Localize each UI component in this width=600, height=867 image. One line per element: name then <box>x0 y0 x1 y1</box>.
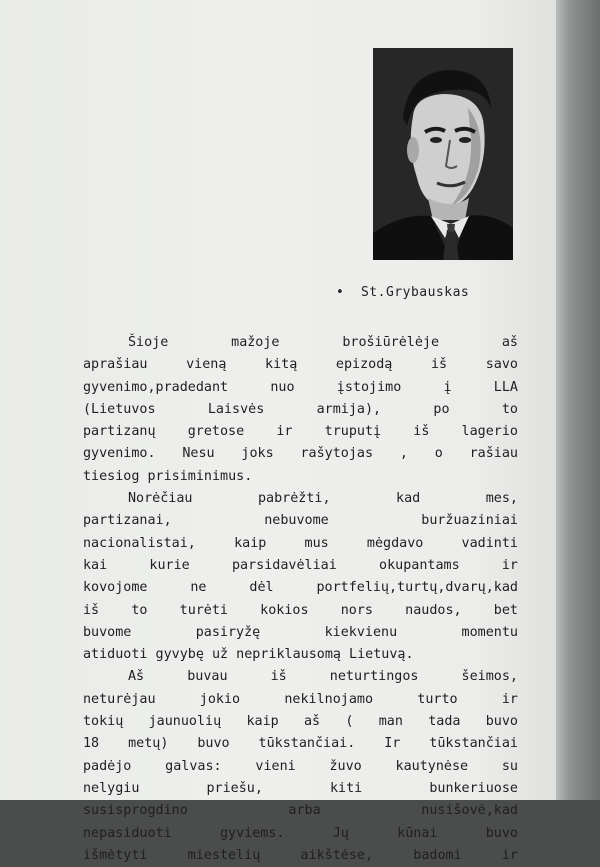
paragraph <box>83 666 518 867</box>
text-line: atiduoti gyvybę už nepriklausomą Lietuvą. <box>83 647 414 663</box>
photo-caption: • St.Grybauskas <box>336 285 470 300</box>
portrait-illustration <box>373 48 513 260</box>
text-line: nacionalistai, kaip mus mėgdavo vadinti <box>83 535 518 551</box>
text-line: Šioje mažoje brošiūrėlėje aš <box>128 335 518 350</box>
text-line: Aš buvau iš neturtingos šeimos, <box>128 669 518 685</box>
text-line: (Lietuvos Laisvės armija), po to <box>83 401 518 417</box>
text-line: tokių jaunuolių kaip aš ( man tada buvo <box>83 714 518 730</box>
text-line: neturėjau jokio nekilnojamo turto ir <box>83 691 518 707</box>
text-line: išmėtyti miestelių aikštėse, badomi ir <box>83 847 518 863</box>
body-text <box>83 332 518 867</box>
text-line: nelygiu priešu, kiti bunkeriuose <box>83 780 518 796</box>
page-edge-shadow <box>556 0 600 800</box>
text-line: gyvenimo. Nesu joks rašytojas , o rašiau <box>83 446 518 462</box>
text-line: gyvenimo,pradedant nuo įstojimo į LLA <box>83 379 518 395</box>
text-line: aprašiau vieną kitą epizodą iš savo <box>83 357 518 373</box>
text-line: kovojome ne dėl portfelių,turtų,dvarų,kad <box>83 580 518 596</box>
text-line: tiesiog prisiminimus. <box>83 468 253 484</box>
text-line: padėjo galvas: vieni žuvo kautynėse su <box>83 758 518 774</box>
text-line: partizanų gretose ir truputį iš lagerio <box>83 424 518 440</box>
text-line: Norėčiau pabrėžti, kad mes, <box>128 491 518 507</box>
portrait-photo <box>373 48 513 260</box>
text-line: buvome pasiryžę kiekvienu momentu <box>83 624 518 640</box>
text-line: kai kurie parsidavėliai okupantams ir <box>83 557 518 573</box>
text-line: 18 metų) buvo tūkstančiai. Ir tūkstančiai <box>83 736 518 752</box>
text-line: partizanai, nebuvome buržuaziniai <box>83 513 518 529</box>
text-line: nepasiduoti gyviems. Jų kūnai buvo <box>83 825 518 841</box>
paragraph <box>83 332 518 488</box>
paragraph <box>83 488 518 666</box>
text-line: iš to turėti kokios nors naudos, bet <box>83 602 518 618</box>
text-line: susisprogdino arba nusišovė,kad <box>83 803 518 819</box>
